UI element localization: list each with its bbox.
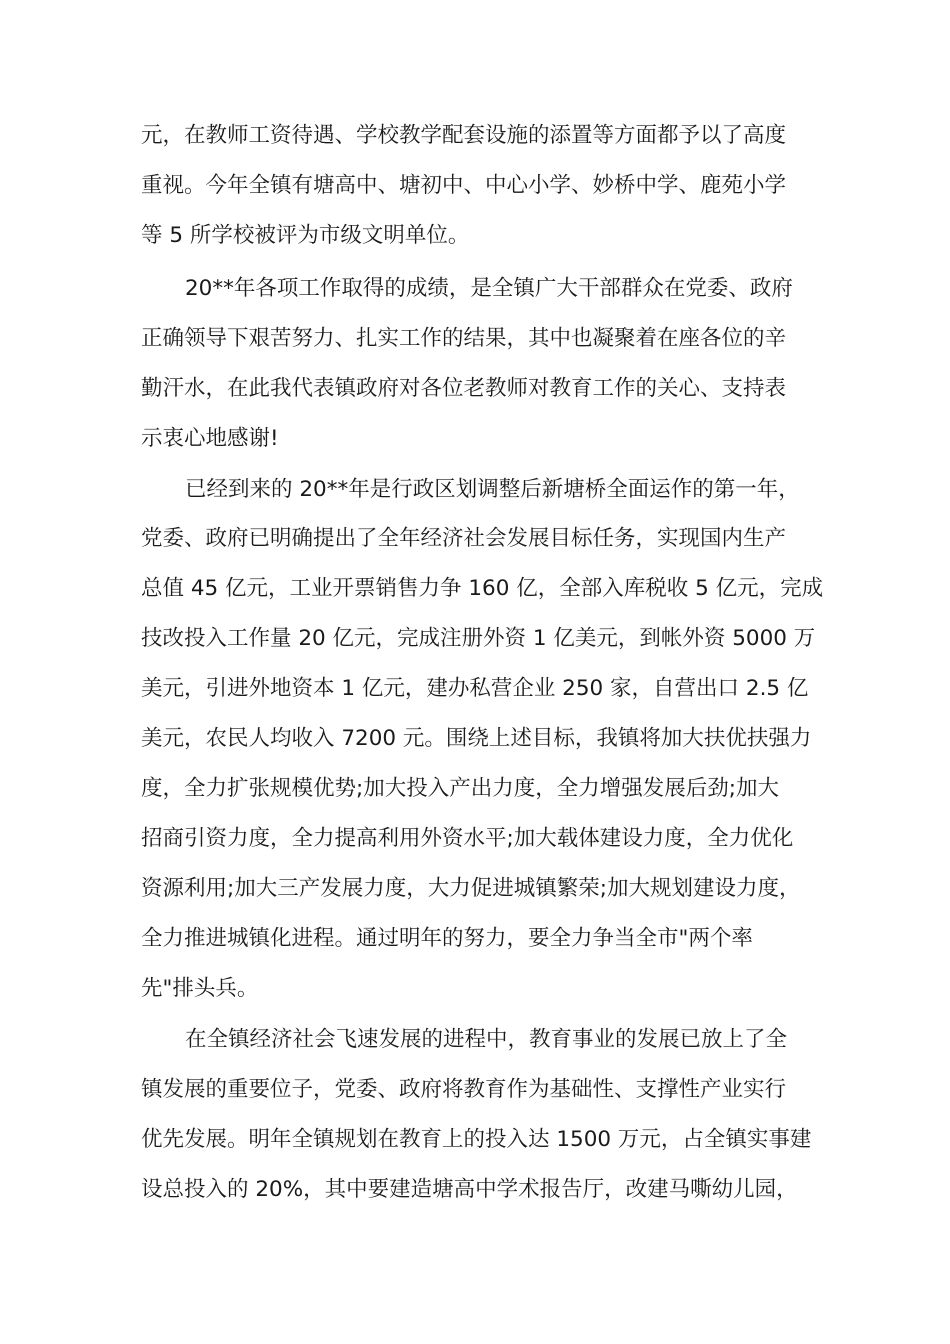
paragraph-first-line: 已经到来的 20**年是行政区划调整后新塘桥全面运作的第一年， [185, 477, 800, 502]
text-line: 资源利用;加大三产发展力度，大力促进城镇繁荣;加大规划建设力度， [141, 876, 801, 901]
text-line: 镇发展的重要位子，党委、政府将教育作为基础性、支撑性产业实行 [141, 1077, 787, 1102]
text-line: 招商引资力度，全力提高利用外资水平;加大载体建设力度，全力优化 [141, 826, 794, 851]
text-line: 度，全力扩张规模优势;加大投入产出力度，全力增强发展后劲;加大 [141, 776, 779, 801]
text-line: 示衷心地感谢! [141, 426, 279, 451]
text-line: 总值 45 亿元，工业开票销售力争 160 亿，全部入库税收 5 亿元，完成 [141, 576, 824, 601]
text-line: 正确领导下艰苦努力、扎实工作的结果，其中也凝聚着在座各位的辛 [141, 326, 787, 351]
text-line: 优先发展。明年全镇规划在教育上的投入达 1500 万元，占全镇实事建 [141, 1127, 812, 1152]
text-line: 美元，农民人均收入 7200 元。围绕上述目标，我镇将加大扶优扶强力 [141, 726, 812, 751]
text-line: 勤汗水，在此我代表镇政府对各位老教师对教育工作的关心、支持表 [141, 376, 787, 401]
text-line: 美元，引进外地资本 1 亿元，建办私营企业 250 家，自营出口 2.5 亿 [141, 676, 809, 701]
text-line: 设总投入的 20%，其中要建造塘高中学术报告厅，改建马嘶幼儿园， [141, 1177, 798, 1202]
text-line: 等 5 所学校被评为市级文明单位。 [141, 223, 470, 248]
text-line: 技改投入工作量 20 亿元，完成注册外资 1 亿美元，到帐外资 5000 万 [141, 626, 816, 651]
text-line: 重视。今年全镇有塘高中、塘初中、中心小学、妙桥中学、鹿苑小学 [141, 173, 787, 198]
text-line: 元，在教师工资待遇、学校教学配套设施的添置等方面都予以了高度 [141, 123, 787, 148]
text-line: 全力推进城镇化进程。通过明年的努力，要全力争当全市"两个率 [141, 926, 753, 951]
paragraph-first-line: 在全镇经济社会飞速发展的进程中，教育事业的发展已放上了全 [185, 1027, 788, 1052]
text-line: 先"排头兵。 [141, 976, 259, 1001]
text-line: 党委、政府已明确提出了全年经济社会发展目标任务，实现国内生产 [141, 526, 787, 551]
paragraph-first-line: 20**年各项工作取得的成绩，是全镇广大干部群众在党委、政府 [185, 276, 793, 301]
